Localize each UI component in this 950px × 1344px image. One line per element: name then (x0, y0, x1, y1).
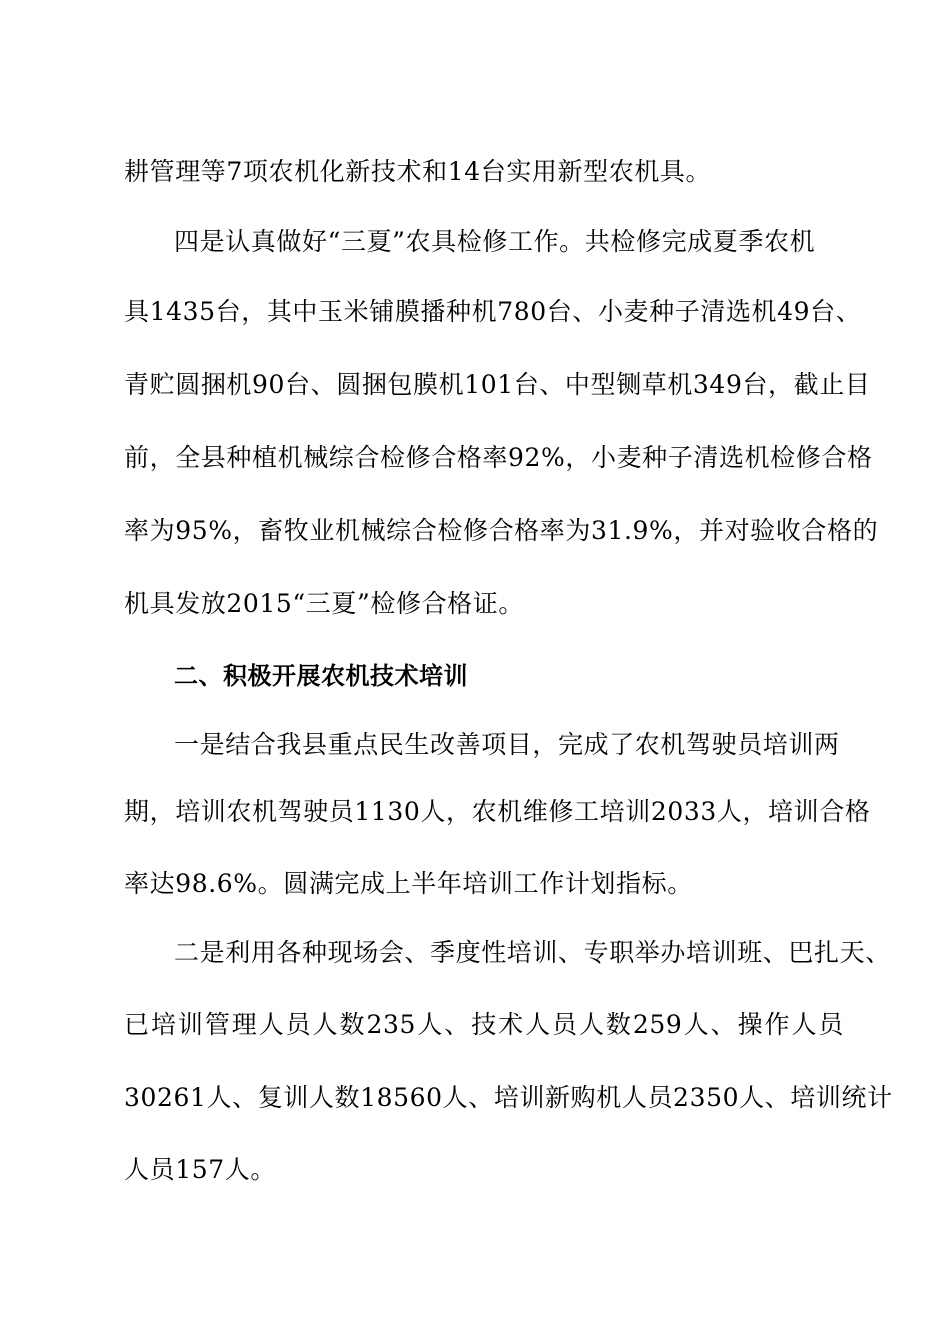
paragraph-line: 30261人、复训人数18560人、培训新购机人员2350人、培训统计 (124, 1083, 893, 1112)
paragraph-line: 二是利用各种现场会、季度性培训、专职举办培训班、巴扎天、 (174, 938, 891, 967)
paragraph-line: 耕管理等7项农机化新技术和14台实用新型农机具。 (124, 157, 712, 186)
paragraph-line: 青贮圆捆机90台、圆捆包膜机101台、中型铡草机349台，截止目 (124, 370, 871, 399)
paragraph-line: 已培训管理人员人数235人、技术人员人数259人、操作人员 (124, 1010, 844, 1039)
section-heading: 二、积极开展农机技术培训 (174, 662, 468, 690)
paragraph-line: 机具发放2015“三夏”检修合格证。 (124, 589, 524, 618)
paragraph-line: 率为95%，畜牧业机械综合检修合格率为31.9%，并对验收合格的 (124, 516, 879, 545)
paragraph-line: 期，培训农机驾驶员1130人，农机维修工培训2033人，培训合格 (124, 797, 871, 826)
paragraph-line: 四是认真做好“三夏”农具检修工作。共检修完成夏季农机 (174, 227, 816, 256)
paragraph-line: 前，全县种植机械综合检修合格率92%，小麦种子清选机检修合格 (124, 443, 873, 472)
paragraph-line: 率达98.6%。圆满完成上半年培训工作计划指标。 (124, 869, 693, 898)
paragraph-line: 人员157人。 (124, 1155, 276, 1184)
paragraph-line: 具1435台，其中玉米铺膜播种机780台、小麦种子清选机49台、 (124, 297, 862, 326)
paragraph-line: 一是结合我县重点民生改善项目，完成了农机驾驶员培训两 (174, 730, 840, 759)
